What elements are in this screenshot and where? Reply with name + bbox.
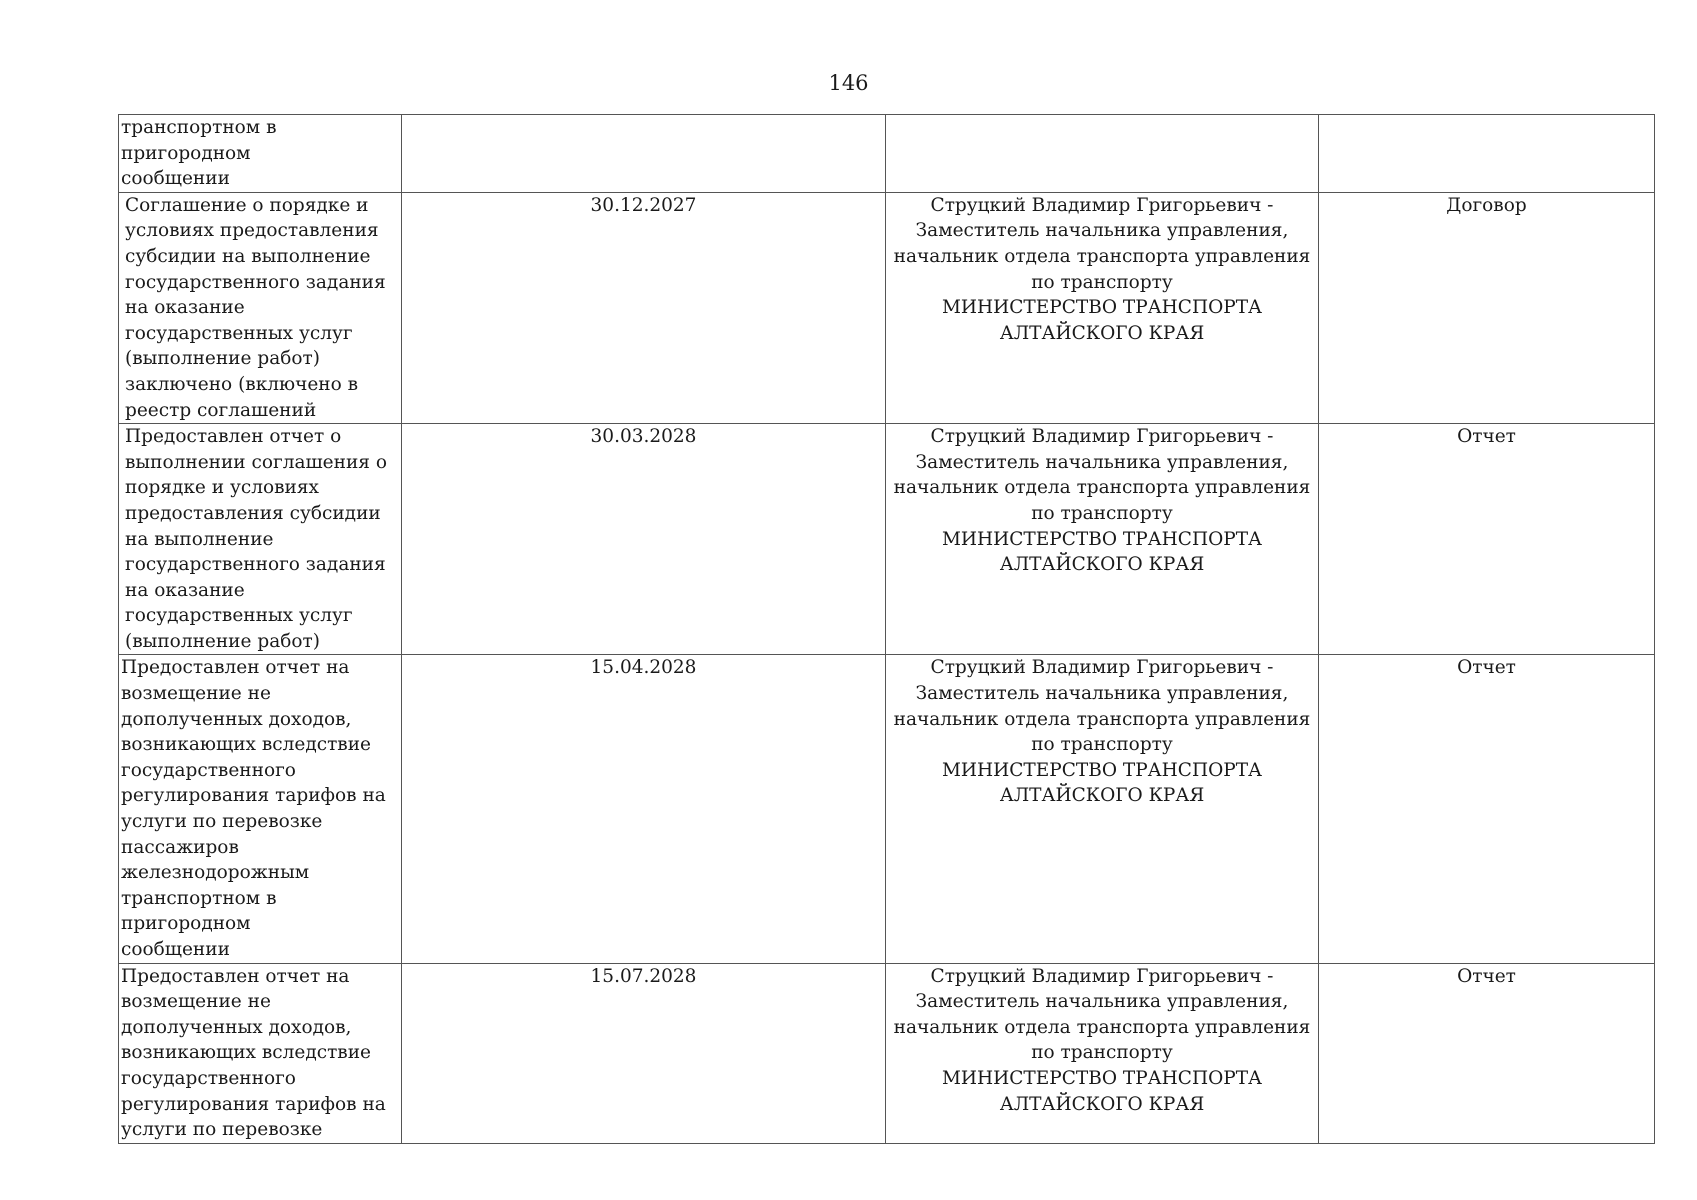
- event-cell: [119, 115, 402, 193]
- event-text: Предоставлен отчет о выполнении соглашения о порядке и условиях предоставления субсидии на выполнение государственного задания на оказание государственных услуг (выполнение работ): [125, 426, 387, 652]
- event-text: Предоставлен отчет на возмещение не дополученных доходов, возникающих вследствие государственного регулирования тарифов на услуги по перевозке пассажиров железнодорожным транспортном в пригородном сообщении: [121, 657, 386, 960]
- responsible-cell: [886, 963, 1319, 1143]
- responsible-cell: [886, 115, 1319, 193]
- date-text: 30.12.2027: [590, 194, 697, 216]
- document-text: Договор: [1446, 194, 1527, 216]
- date-text: 15.07.2028: [590, 965, 697, 987]
- table-row: [119, 963, 1655, 1143]
- page-number: 146: [828, 71, 869, 95]
- date-cell: [402, 424, 886, 655]
- date-text: 30.03.2028: [590, 426, 697, 448]
- control-points-table: [118, 114, 1655, 1144]
- responsible-text: Струцкий Владимир Григорьевич - Заместитель начальника управления, начальник отдела транспорта управления по транспорту МИНИСТЕРСТВО ТРАНСПОРТА АЛТАЙСКОГО КРАЯ: [893, 426, 1311, 576]
- date-cell: [402, 963, 886, 1143]
- table-row: [119, 115, 1655, 193]
- event-text: Соглашение о порядке и условиях предоставления субсидии на выполнение государственного задания на оказание государственных услуг (выполнение работ) заключено (включено в реестр соглашений: [125, 194, 386, 421]
- document-text: Отчет: [1457, 965, 1516, 987]
- table-row: [119, 192, 1655, 423]
- date-cell: [402, 115, 886, 193]
- document-text: Отчет: [1457, 657, 1516, 679]
- event-text: Предоставлен отчет на возмещение не дополученных доходов, возникающих вследствие государственного регулирования тарифов на услуги по перевозке: [121, 965, 386, 1141]
- responsible-text: Струцкий Владимир Григорьевич - Заместитель начальника управления, начальник отдела транспорта управления по транспорту МИНИСТЕРСТВО ТРАНСПОРТА АЛТАЙСКОГО КРАЯ: [893, 657, 1311, 807]
- date-text: 15.04.2028: [590, 657, 697, 679]
- document-text: Отчет: [1457, 426, 1516, 448]
- table-row: [119, 655, 1655, 963]
- event-cell: [119, 655, 402, 963]
- event-cell: [119, 963, 402, 1143]
- event-cell: [119, 192, 402, 423]
- responsible-text: Струцкий Владимир Григорьевич - Заместитель начальника управления, начальник отдела транспорта управления по транспорту МИНИСТЕРСТВО ТРАНСПОРТА АЛТАЙСКОГО КРАЯ: [893, 965, 1311, 1115]
- date-cell: [402, 655, 886, 963]
- table-row: [119, 424, 1655, 655]
- document-cell: [1319, 115, 1655, 193]
- document-cell: [1319, 192, 1655, 423]
- event-text: транспортном в пригородном сообщении: [121, 117, 277, 190]
- responsible-cell: [886, 424, 1319, 655]
- date-cell: [402, 192, 886, 423]
- event-cell: [119, 424, 402, 655]
- document-cell: [1319, 963, 1655, 1143]
- document-cell: [1319, 655, 1655, 963]
- document-cell: [1319, 424, 1655, 655]
- responsible-cell: [886, 655, 1319, 963]
- responsible-text: Струцкий Владимир Григорьевич - Заместитель начальника управления, начальник отдела транспорта управления по транспорту МИНИСТЕРСТВО ТРАНСПОРТА АЛТАЙСКОГО КРАЯ: [893, 194, 1311, 344]
- responsible-cell: [886, 192, 1319, 423]
